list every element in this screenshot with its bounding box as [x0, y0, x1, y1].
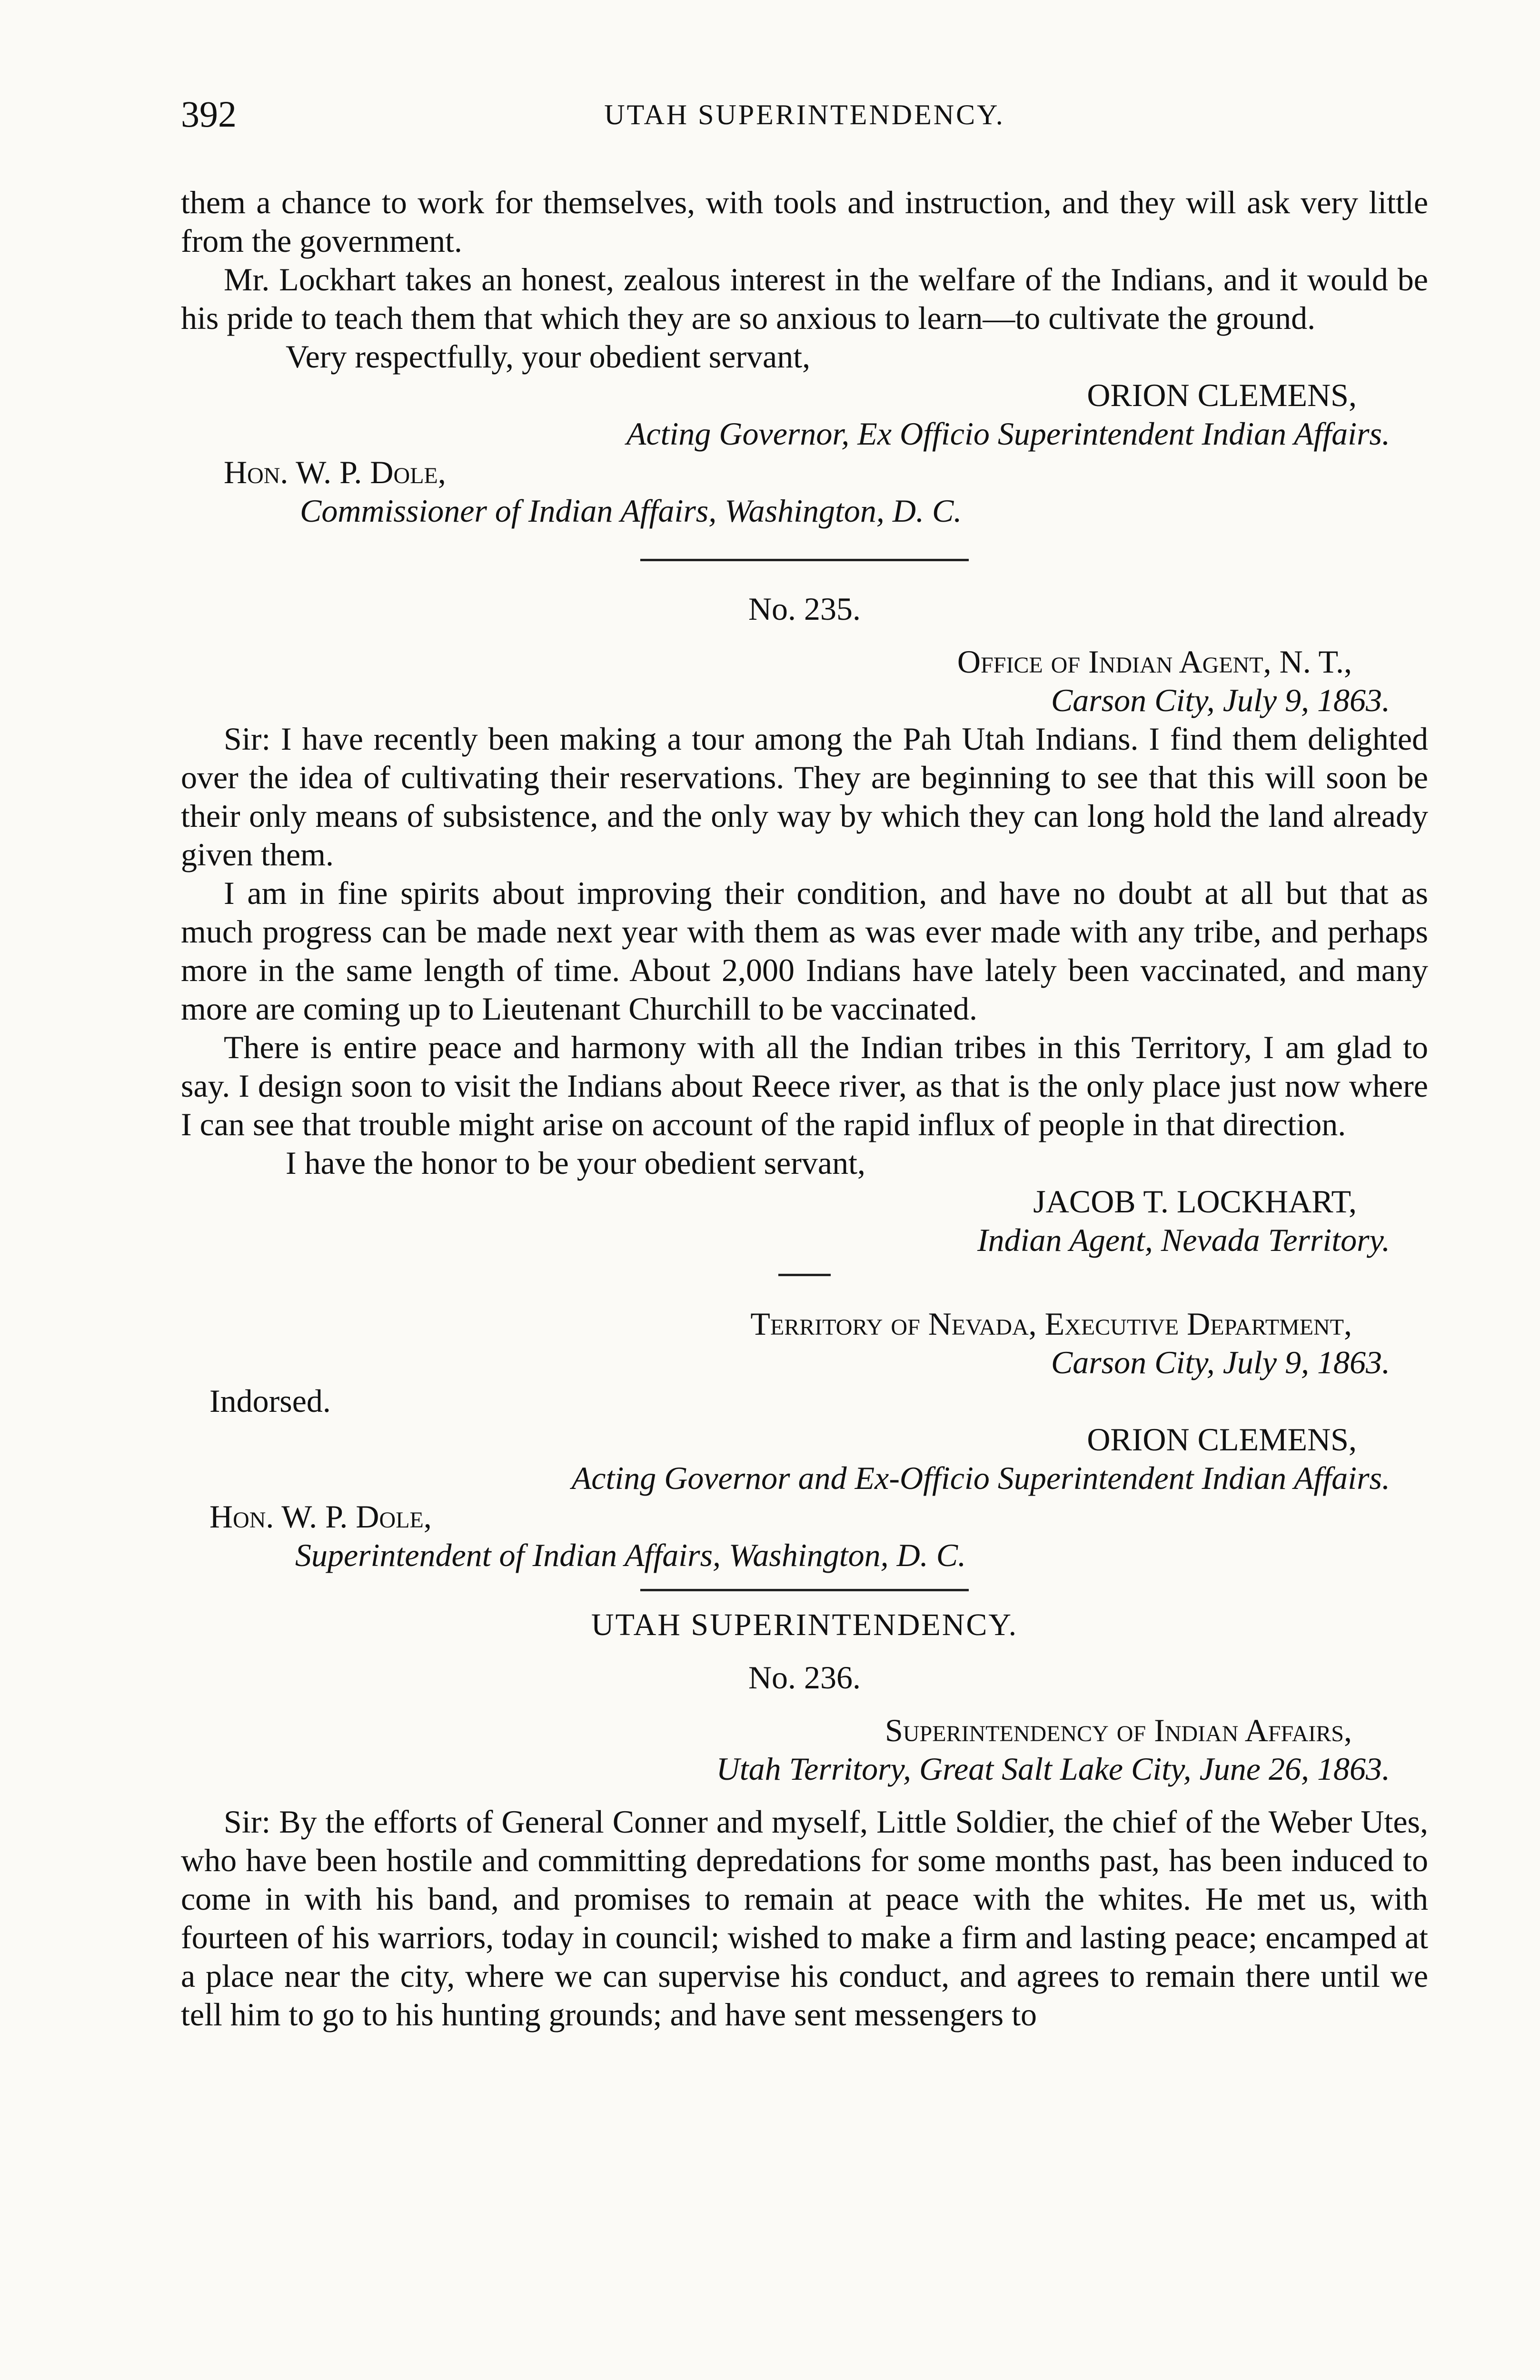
signature-title: Indian Agent, Nevada Territory.: [977, 1222, 1390, 1258]
endorsement-signature: ORION CLEMENS,: [1087, 1421, 1357, 1458]
running-header: [181, 93, 1428, 145]
letter1-addressee: Hon. W. P. Dole,: [224, 454, 446, 490]
document-number: No. 236.: [748, 1659, 861, 1696]
letter1-paragraph: them a chance to work for themselves, with tools and instruction, and they will ask very little from the government.: [181, 184, 1428, 259]
letter-paragraph: Sir: By the efforts of General Conner and myself, Little Soldier, the chief of the Weber Utes, who have been hostile and committing depredations for some months past, has been induced to come in with his band, and promises to remain at peace with the whites. He met us, with fourteen of his warriors, today in council; wished to make a firm and lasting peace; encamped at a place near the city, where we can supervise his conduct, and agrees to remain there until we tell him to go to his hunting grounds; and have sent messengers to: [181, 1804, 1428, 2033]
endorsement-department: Territory of Nevada, Executive Department,: [750, 1306, 1352, 1342]
endorsement-label: Indorsed.: [209, 1383, 331, 1419]
letter1-addressee-title: Commissioner of Indian Affairs, Washington, D. C.: [300, 493, 962, 529]
section-heading: UTAH SUPERINTENDENCY.: [591, 1607, 1018, 1642]
letter1-closing: Very respectfully, your obedient servant,: [286, 338, 811, 375]
letter1-signature-title: Acting Governor, Ex Officio Superintendent Indian Affairs.: [626, 416, 1390, 452]
letter1-paragraph: Mr. Lockhart takes an honest, zealous interest in the welfare of the Indians, and it would be his pride to teach them that which they are so anxious to learn—to cultivate the ground.: [181, 261, 1428, 336]
document-number: No. 235.: [748, 591, 861, 627]
letter1-signature: ORION CLEMENS,: [1087, 377, 1357, 413]
endorsement-addressee-title: Superintendent of Indian Affairs, Washington, D. C.: [295, 1537, 966, 1573]
running-title: UTAH SUPERINTENDENCY.: [604, 99, 1005, 130]
sender-office: Office of Indian Agent, N. T.,: [957, 644, 1352, 680]
place-date: Carson City, July 9, 1863.: [1051, 682, 1390, 718]
text-column: [181, 183, 1428, 2034]
page-number: 392: [181, 93, 237, 135]
endorsement-signature-title: Acting Governor and Ex-Officio Superintendent Indian Affairs.: [571, 1460, 1390, 1496]
place-date: Utah Territory, Great Salt Lake City, June 26, 1863.: [716, 1751, 1390, 1787]
letter-signature: JACOB T. LOCKHART,: [1033, 1183, 1357, 1220]
letter-paragraph: There is entire peace and harmony with all the Indian tribes in this Territory, I am glad to say. I design soon to visit the Indians about Reece river, as that is the only place just now where I can see that trouble might arise on account of the rapid influx of people in that direction.: [181, 1029, 1428, 1142]
sender-office: Superintendency of Indian Affairs,: [885, 1712, 1352, 1748]
endorsement-place-date: Carson City, July 9, 1863.: [1051, 1344, 1390, 1380]
letter-closing: I have the honor to be your obedient servant,: [286, 1145, 865, 1181]
endorsement-addressee: Hon. W. P. Dole,: [209, 1498, 432, 1535]
letter-paragraph: I am in fine spirits about improving their condition, and have no doubt at all but that as much progress can be made next year with them as was ever made with any tribe, and perhaps more in the same length of time. About 2,000 Indians have lately been vaccinated, and many more are coming up to Lieutenant Churchill to be vaccinated.: [181, 875, 1428, 1027]
letter-paragraph: Sir: I have recently been making a tour among the Pah Utah Indians. I find them delighted over the idea of cultivating their reservations. They are beginning to see that this will soon be their only means of subsistence, and the only way by which they can long hold the land already given them.: [181, 721, 1428, 873]
